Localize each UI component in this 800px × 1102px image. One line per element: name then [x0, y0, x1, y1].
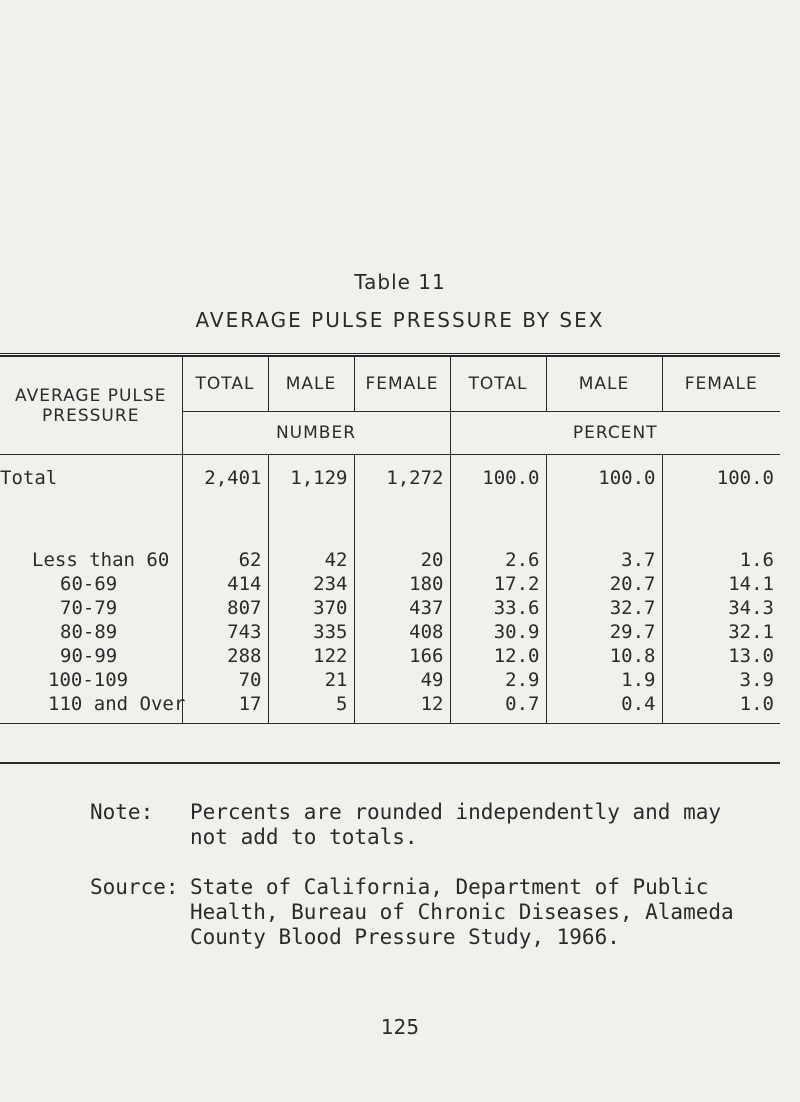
cell-percent-total: 33.6: [450, 597, 546, 621]
cell-percent-female: 1.0: [662, 693, 780, 724]
cell-number-total: 70: [182, 669, 268, 693]
note-label: Note:: [90, 800, 154, 824]
row-label: 60-69: [60, 573, 118, 595]
header-number-total: TOTAL: [182, 357, 268, 412]
table-number: Table 11: [354, 270, 446, 294]
cell-percent-female: 100.0: [662, 455, 780, 528]
row-label: Less than 60: [32, 549, 170, 571]
cell-number-total: 62: [182, 549, 268, 573]
cell-number-male: 335: [268, 621, 354, 645]
cell-number-female: 437: [354, 597, 450, 621]
table-row: [0, 573, 780, 597]
row-label: 70-79: [60, 597, 118, 619]
table-title: AVERAGE PULSE PRESSURE BY SEX: [195, 308, 605, 332]
cell-number-male: 42: [268, 549, 354, 573]
cell-percent-male: 20.7: [546, 573, 662, 597]
bottom-rule: [0, 762, 780, 764]
cell-number-total: 807: [182, 597, 268, 621]
header-percent-female: FEMALE: [662, 357, 780, 412]
cell-number-male: 370: [268, 597, 354, 621]
cell-percent-female: 3.9: [662, 669, 780, 693]
cell-number-total: 288: [182, 645, 268, 669]
data-table-container: [0, 356, 780, 760]
cell-percent-male: 29.7: [546, 621, 662, 645]
cell-percent-total: 0.7: [450, 693, 546, 724]
table-row-spacer: [0, 527, 780, 549]
cell-percent-female: 34.3: [662, 597, 780, 621]
row-label: 100-109: [48, 669, 129, 691]
cell-number-total: 17: [182, 693, 268, 724]
cell-number-male: 122: [268, 645, 354, 669]
cell-number-female: 20: [354, 549, 450, 573]
cell-percent-female: 32.1: [662, 621, 780, 645]
cell-percent-total: 2.9: [450, 669, 546, 693]
header-number-male: MALE: [268, 357, 354, 412]
table-row: [0, 549, 780, 573]
cell-percent-male: 100.0: [546, 455, 662, 528]
table-row: [0, 597, 780, 621]
header-average-pulse-pressure: AVERAGE PULSE PRESSURE: [0, 357, 182, 455]
cell-number-female: 180: [354, 573, 450, 597]
cell-percent-total: 12.0: [450, 645, 546, 669]
header-percent-total: TOTAL: [450, 357, 546, 412]
cell-percent-female: 13.0: [662, 645, 780, 669]
cell-number-female: 49: [354, 669, 450, 693]
header-number-female: FEMALE: [354, 357, 450, 412]
cell-percent-total: 100.0: [450, 455, 546, 528]
cell-number-female: 166: [354, 645, 450, 669]
source-label: Source:: [90, 875, 179, 899]
cell-percent-total: 17.2: [450, 573, 546, 597]
cell-number-male: 21: [268, 669, 354, 693]
row-label: 110 and Over: [0, 693, 182, 724]
cell-percent-female: 14.1: [662, 573, 780, 597]
row-label: Total: [0, 467, 58, 489]
header-group-percent: PERCENT: [450, 412, 780, 455]
cell-number-female: 12: [354, 693, 450, 724]
cell-number-male: 1,129: [268, 455, 354, 528]
cell-number-female: 408: [354, 621, 450, 645]
cell-percent-male: 1.9: [546, 669, 662, 693]
cell-number-female: 1,272: [354, 455, 450, 528]
table-row: [0, 669, 780, 693]
note-text: Percents are rounded independently and may not add to totals.: [190, 800, 722, 849]
cell-number-total: 743: [182, 621, 268, 645]
table-row-total: [0, 455, 780, 528]
cell-percent-total: 2.6: [450, 549, 546, 573]
cell-percent-female: 1.6: [662, 549, 780, 573]
cell-percent-male: 3.7: [546, 549, 662, 573]
row-label: 90-99: [60, 645, 118, 667]
cell-percent-male: 10.8: [546, 645, 662, 669]
header-group-number: NUMBER: [182, 412, 450, 455]
table-row: [0, 621, 780, 645]
page-number: 125: [380, 1015, 420, 1039]
cell-number-male: 234: [268, 573, 354, 597]
table-row: [0, 645, 780, 669]
cell-number-male: 5: [268, 693, 354, 724]
pulse-pressure-table: [0, 356, 780, 724]
cell-percent-total: 30.9: [450, 621, 546, 645]
cell-percent-male: 0.4: [546, 693, 662, 724]
cell-number-total: 2,401: [182, 455, 268, 528]
source-text: State of California, Department of Public Health, Bureau of Chronic Diseases, Alameda County Blood Pressure Study, 1966.: [190, 875, 734, 949]
row-label: 80-89: [60, 621, 118, 643]
table-row: [0, 693, 780, 724]
header-percent-male: MALE: [546, 357, 662, 412]
cell-number-total: 414: [182, 573, 268, 597]
cell-percent-male: 32.7: [546, 597, 662, 621]
